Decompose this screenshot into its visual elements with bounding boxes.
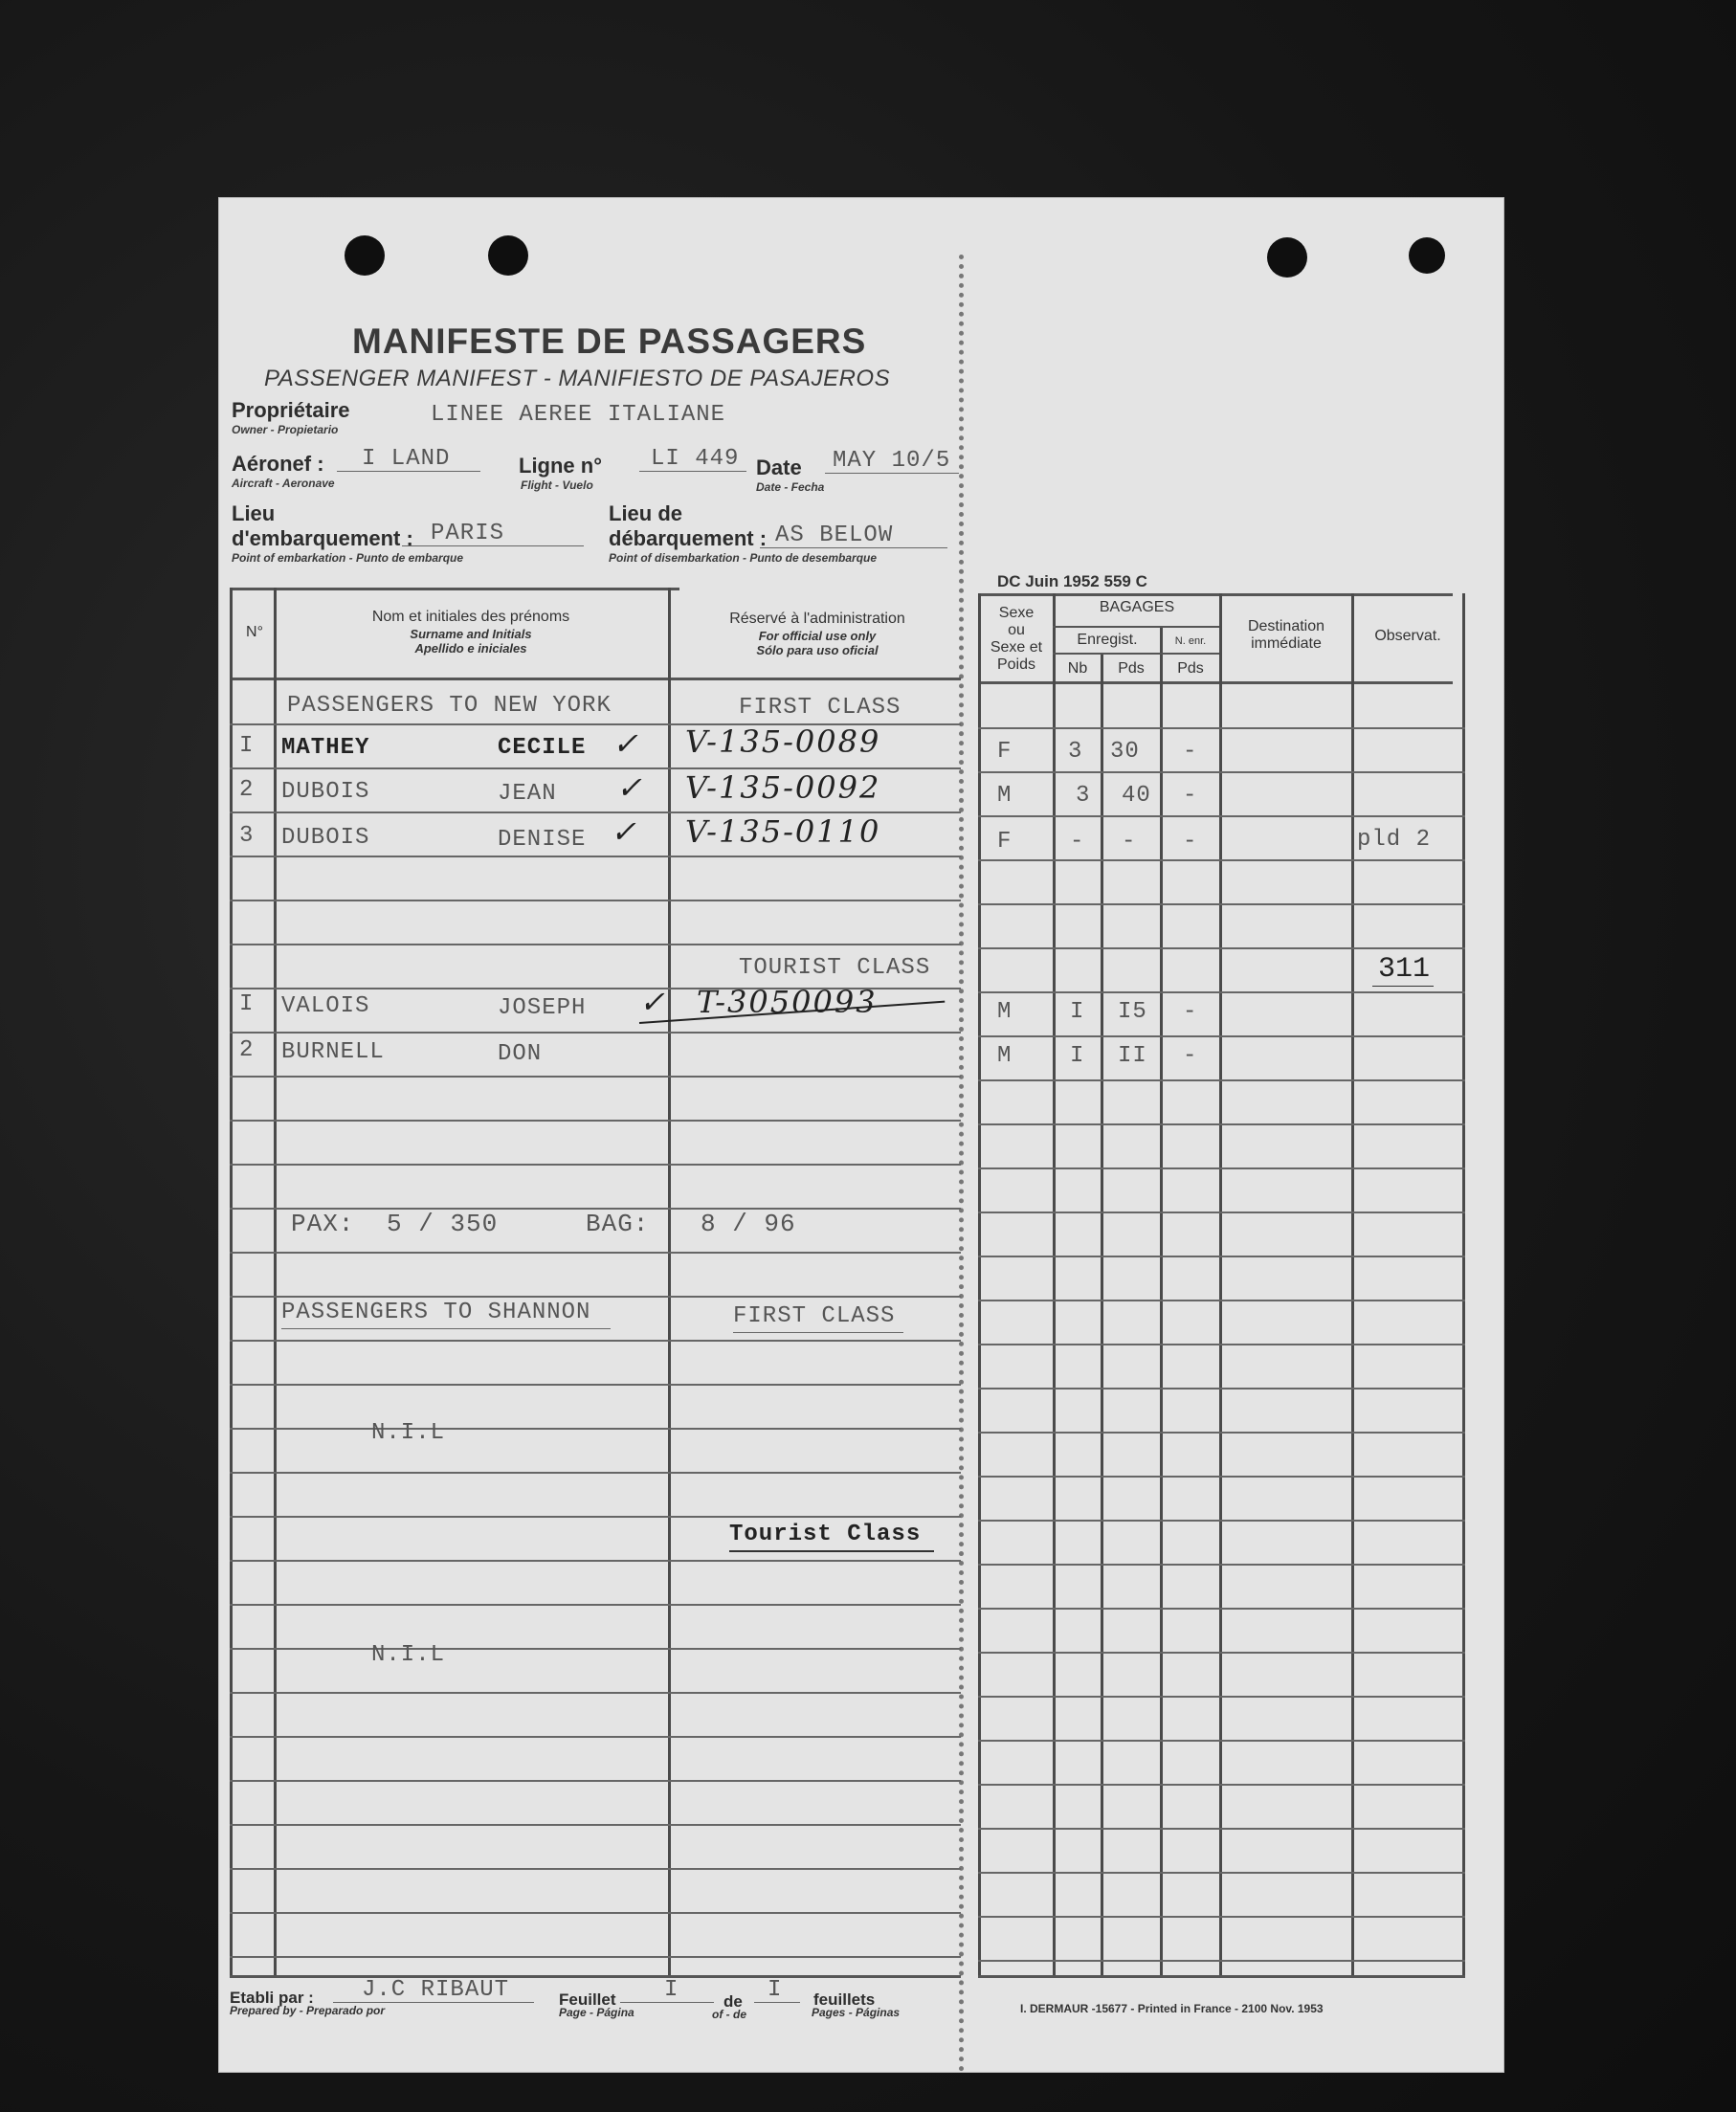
- row-rule: [978, 1916, 1465, 1918]
- row-rule: [978, 1079, 1465, 1081]
- printer-credit: I. DERMAUR -15677 - Printed in France - 2100 Nov. 1953: [1020, 2002, 1324, 2015]
- col-header-nenr: N. enr.: [1174, 635, 1207, 647]
- row-no: I: [239, 991, 255, 1017]
- row-nenr: -: [1183, 783, 1198, 809]
- sheet-value: I: [664, 1977, 679, 2003]
- owner-label: Propriétaire: [232, 398, 350, 422]
- row-surname: VALOIS: [281, 993, 370, 1019]
- row-nenr: -: [1183, 999, 1198, 1025]
- prepared-value: J.C RIBAUT: [362, 1977, 510, 2003]
- row-rule: [230, 1340, 961, 1342]
- sheet-label: Feuillet: [559, 1990, 616, 2009]
- tourist-note: 311: [1378, 953, 1431, 986]
- row-rule: [230, 1780, 961, 1782]
- sheets-label: feuillets: [813, 1990, 876, 2009]
- row-rule: [230, 1736, 961, 1738]
- check-mark: ✓: [616, 769, 642, 806]
- aircraft-value: I LAND: [362, 446, 451, 472]
- row-rule: [978, 1300, 1465, 1301]
- row-pds: II: [1118, 1043, 1147, 1069]
- date-label: Date: [756, 456, 802, 479]
- owner-sublabel: Owner - Propietario: [232, 423, 339, 436]
- row-rule: [230, 1824, 961, 1826]
- row-rule: [978, 815, 1465, 817]
- bag-label: BAG:: [586, 1210, 650, 1238]
- row-rule: [230, 856, 961, 857]
- row-rule: [230, 1472, 961, 1474]
- check-mark: ✓: [612, 725, 638, 762]
- col-header-pds-2: Pds: [1177, 660, 1204, 677]
- of-label: de: [723, 1992, 743, 2011]
- flight-label: Ligne n°: [519, 454, 603, 478]
- row-sex: M: [997, 1043, 1013, 1069]
- row-rule: [230, 944, 961, 945]
- row-no: 3: [239, 823, 255, 849]
- col-header-name-sub1: Surname and Initials: [410, 627, 532, 641]
- col-header-no: N°: [246, 624, 263, 640]
- row-rule: [978, 991, 1465, 993]
- row-rule: [978, 1828, 1465, 1830]
- row-rule: [978, 859, 1465, 861]
- row-surname: DUBOIS: [281, 779, 370, 805]
- row-rule: [230, 1912, 961, 1914]
- row-rule: [230, 1956, 961, 1958]
- row-rule: [978, 903, 1465, 905]
- row-sex: M: [997, 783, 1013, 809]
- row-rule: [230, 1648, 961, 1650]
- row-rule: [978, 1608, 1465, 1610]
- col-header-nb: Nb: [1067, 660, 1088, 677]
- row-observ: pld 2: [1357, 827, 1432, 853]
- row-rule: [978, 947, 1465, 949]
- col-header-sex-4: Poids: [996, 656, 1036, 673]
- row-rule: [978, 727, 1465, 729]
- row-rule: [230, 1296, 961, 1298]
- row-rule: [230, 1252, 961, 1254]
- col-header-observ: Observat.: [1374, 628, 1441, 644]
- embark-label-1: Lieu: [232, 501, 276, 525]
- row-first-name: DENISE: [498, 827, 587, 853]
- section2-class-first: FIRST CLASS: [733, 1303, 896, 1329]
- row-rule: [230, 1692, 961, 1694]
- row-no: 2: [239, 777, 255, 803]
- sheets-sublabel: Pages - Páginas: [812, 2006, 901, 2019]
- row-rule: [978, 1872, 1465, 1874]
- pax-value: 5 / 350: [387, 1210, 499, 1238]
- row-rule: [978, 1388, 1465, 1389]
- row-rule: [978, 1652, 1465, 1654]
- row-rule: [230, 1868, 961, 1870]
- col-header-sex-3: Sexe et: [990, 639, 1043, 656]
- row-sex: F: [997, 739, 1013, 765]
- col-header-name-sub2: Apellido e iniciales: [414, 641, 527, 656]
- section-heading-new-york: PASSENGERS TO NEW YORK: [287, 693, 612, 719]
- row-rule: [230, 1120, 961, 1122]
- row-surname: BURNELL: [281, 1039, 385, 1065]
- aircraft-sublabel: Aircraft - Aeronave: [232, 477, 335, 490]
- row-rule: [978, 1960, 1465, 1962]
- disembark-label-2: débarquement :: [609, 526, 768, 550]
- bag-value: 8 / 96: [701, 1210, 796, 1238]
- col-header-admin-sub2: Sólo para uso oficial: [756, 643, 879, 657]
- flight-sublabel: Flight - Vuelo: [521, 478, 593, 492]
- flight-value: LI 449: [651, 446, 740, 472]
- row-first-name: JOSEPH: [498, 995, 587, 1021]
- of-sublabel: of - de: [712, 2008, 746, 2021]
- row-first-name: CECILE: [498, 735, 587, 761]
- sheet-sublabel: Page - Página: [559, 2006, 634, 2019]
- date-value: MAY 10/5: [833, 448, 951, 474]
- row-pds: I5: [1118, 999, 1147, 1025]
- row-sex: F: [997, 829, 1013, 855]
- row-pds: 30: [1110, 739, 1140, 765]
- row-rule: [230, 1604, 961, 1606]
- form-code: DC Juin 1952 559 C: [997, 572, 1147, 590]
- row-rule: [230, 1076, 961, 1078]
- row-rule: [978, 1696, 1465, 1698]
- embark-value: PARIS: [431, 521, 505, 546]
- section-class-tourist: TOURIST CLASS: [739, 955, 931, 981]
- col-header-enregist: Enregist.: [1077, 632, 1138, 648]
- check-mark: ✓: [611, 813, 636, 850]
- row-ticket: T-3050093: [697, 984, 878, 1020]
- punch-hole: [345, 235, 385, 276]
- row-no: 2: [239, 1037, 255, 1063]
- col-header-sex-2: ou: [1008, 622, 1025, 638]
- prepared-label: Etabli par :: [230, 1989, 314, 2007]
- row-rule: [978, 1520, 1465, 1522]
- date-sublabel: Date - Fecha: [756, 480, 825, 494]
- row-ticket: V-135-0089: [685, 723, 881, 760]
- section-heading-shannon: PASSENGERS TO SHANNON: [281, 1300, 591, 1325]
- row-rule: [978, 1564, 1465, 1566]
- row-rule: [978, 771, 1465, 773]
- row-surname: MATHEY: [281, 735, 370, 761]
- row-surname: DUBOIS: [281, 825, 370, 851]
- of-value: I: [768, 1977, 783, 2003]
- row-rule: [978, 1432, 1465, 1434]
- row-rule: [230, 1560, 961, 1562]
- row-rule: [978, 1476, 1465, 1478]
- row-rule: [978, 1784, 1465, 1786]
- col-header-pds: Pds: [1118, 660, 1145, 677]
- punch-hole: [1409, 237, 1445, 274]
- manifest-page: [218, 197, 1504, 2073]
- disembark-value: AS BELOW: [775, 522, 894, 548]
- page-subtitle: PASSENGER MANIFEST - MANIFIESTO DE PASAJEROS: [264, 366, 891, 391]
- disembark-sublabel: Point of disembarkation - Punto de desembarque: [609, 551, 878, 565]
- row-ticket: V-135-0092: [685, 769, 881, 806]
- embark-label-2: d'embarquement :: [232, 526, 413, 550]
- row-rule: [230, 1428, 961, 1430]
- col-header-admin: Réservé à l'administration: [729, 611, 905, 627]
- row-nenr: -: [1183, 829, 1198, 855]
- nil-tourist-class: N.I.L: [371, 1642, 446, 1668]
- row-rule: [978, 1344, 1465, 1345]
- punch-hole: [488, 235, 528, 276]
- row-nb: 3: [1068, 739, 1083, 765]
- row-rule: [230, 1384, 961, 1386]
- pax-label: PAX:: [291, 1210, 355, 1238]
- col-header-destination-1: Destination: [1247, 618, 1325, 634]
- row-nb: 3: [1076, 783, 1091, 809]
- row-rule: [230, 1032, 961, 1034]
- row-rule: [978, 1212, 1465, 1213]
- owner-value: LINEE AEREE ITALIANE: [431, 402, 726, 428]
- row-nb: I: [1070, 999, 1085, 1025]
- row-nenr: -: [1183, 739, 1198, 765]
- row-sex: M: [997, 999, 1013, 1025]
- col-header-name: Nom et initiales des prénoms: [371, 609, 570, 625]
- row-rule: [230, 1516, 961, 1518]
- check-mark: ✓: [639, 984, 665, 1020]
- row-rule: [978, 1256, 1465, 1257]
- row-pds: 40: [1122, 783, 1151, 809]
- row-nb: -: [1070, 829, 1085, 855]
- disembark-label-1: Lieu de: [609, 501, 683, 525]
- col-header-sex-1: Sexe: [998, 605, 1035, 621]
- aircraft-label: Aéronef :: [232, 452, 324, 476]
- row-rule: [978, 1740, 1465, 1742]
- prepared-sublabel: Prepared by - Preparado por: [230, 2004, 386, 2017]
- row-rule: [978, 1167, 1465, 1169]
- col-header-destination-2: immédiate: [1251, 635, 1322, 652]
- row-first-name: JEAN: [498, 781, 557, 807]
- nil-first-class: N.I.L: [371, 1420, 446, 1446]
- row-ticket: V-135-0110: [685, 813, 881, 850]
- row-rule: [978, 1123, 1465, 1125]
- col-header-admin-sub1: For official use only: [758, 629, 877, 643]
- punch-hole: [1267, 237, 1307, 278]
- col-header-bagages: BAGAGES: [1099, 599, 1175, 615]
- section-class-first: FIRST CLASS: [739, 695, 901, 721]
- section2-class-tourist: Tourist Class: [729, 1522, 922, 1547]
- embark-sublabel: Point of embarkation - Punto de embarque: [232, 551, 464, 565]
- row-rule: [230, 900, 961, 901]
- row-rule: [230, 1164, 961, 1166]
- row-pds: -: [1122, 829, 1137, 855]
- row-nenr: -: [1183, 1043, 1198, 1069]
- row-no: I: [239, 733, 255, 759]
- row-rule: [978, 1035, 1465, 1037]
- page-title: MANIFESTE DE PASSAGERS: [352, 322, 867, 361]
- row-nb: I: [1070, 1043, 1085, 1069]
- row-first-name: DON: [498, 1041, 543, 1067]
